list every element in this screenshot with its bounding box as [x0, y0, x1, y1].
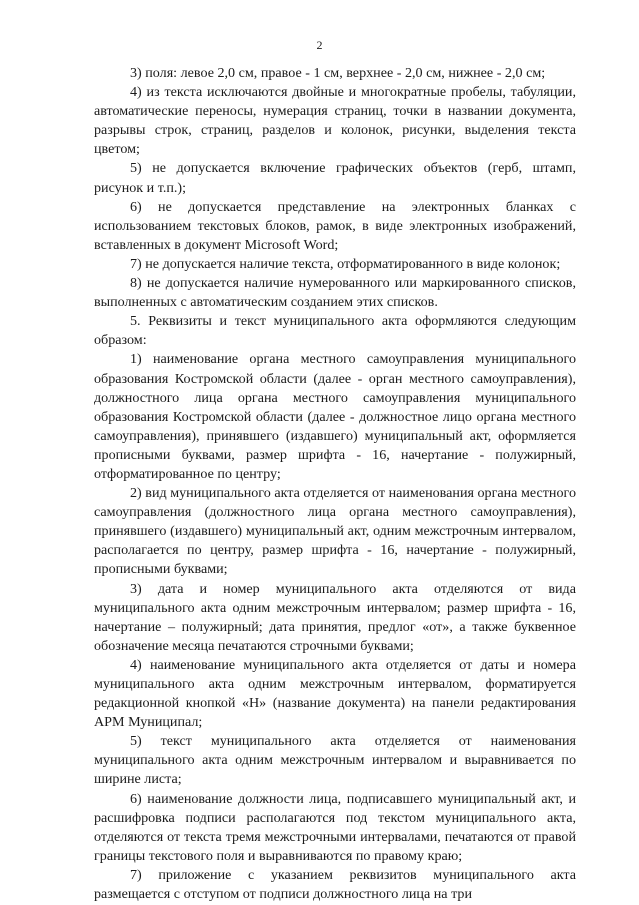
requisite-4-act-title: 4) наименование муниципального акта отделяется от даты и номера муниципального акта одним межстрочным интервалом, форматируется редакционной кнопкой «Н» (название документа) на панели редактирования АРМ Муниципал;: [94, 656, 576, 731]
section-5-requisites-heading: 5. Реквизиты и текст муниципального акта оформляются следующим образом:: [94, 313, 576, 349]
page-number: 2: [316, 38, 323, 52]
paragraph-item-3-margins: 3) поля: левое 2,0 см, правое - 1 см, верхнее - 2,0 см, нижнее - 2,0 см;: [130, 65, 546, 81]
paragraph-item-5-no-graphics: 5) не допускается включение графических объектов (герб, штамп, рисунок и т.п.);: [94, 160, 576, 196]
requisite-1-authority-name: 1) наименование органа местного самоуправления муниципального образования Костромской области (далее - орган местного самоуправления), должностного лица органа местного самоуправления муниципального образования Костромской области (далее - должностное лицо органа местного самоуправления), принявшего (издавшего) муниципальный акт, оформляется прописными буквами, размер шрифта - 16, начертание - полужирный, отформатированное по центру;: [94, 351, 576, 482]
requisite-5-act-text: 5) текст муниципального акта отделяется от наименования муниципального акта одним межстрочным интервалом и выравнивается по ширине листа;: [94, 733, 576, 788]
requisite-2-act-type: 2) вид муниципального акта отделяется от наименования органа местного самоуправления (должностного лица органа местного самоуправления), принявшего (издавшего) муниципальный акт, одним межстрочным интервалом, располагается по центру, размер шрифта - 16, начертание - полужирный, прописными буквами;: [94, 485, 576, 578]
paragraph-item-6-no-electronic-forms: 6) не допускается представление на электронных бланках с использованием текстовых блоков, рамок, в виде электронных изображений, вставленных в документ Microsoft Word;: [94, 198, 576, 253]
requisite-7-appendix: 7) приложение с указанием реквизитов муниципального акта размещается с отступом от подписи должностного лица на три: [94, 866, 576, 903]
paragraph-item-7-no-columns: 7) не допускается наличие текста, отформатированного в виде колонок;: [130, 255, 561, 272]
document-body: [94, 64, 576, 904]
requisite-3-date-number: 3) дата и номер муниципального акта отделяются от вида муниципального акта одним межстрочным интервалом; размер шрифта - 16, начертание – полужирный; дата принятия, предлог «от», а также буквенное обозначение месяца печатаются строчными буквами;: [94, 580, 576, 654]
paragraph-item-4-excluded-formatting: 4) из текста исключаются двойные и многократные пробелы, табуляции, автоматические переносы, нумерация страниц, точки в названии документа, разрывы строк, страниц, разделов и колонок, рисунки, выделения текста цветом;: [94, 84, 576, 158]
requisite-6-signature: 6) наименование должности лица, подписавшего муниципальный акт, и расшифровка подписи располагаются под текстом муниципального акта, отделяются от текста тремя межстрочными интервалами, печатаются от правой границы текстового поля и выравниваются по правому краю;: [94, 790, 576, 864]
paragraph-item-8-no-auto-lists: 8) не допускается наличие нумерованного или маркированного списков, выполненных с автоматическим созданием этих списков.: [94, 275, 576, 311]
